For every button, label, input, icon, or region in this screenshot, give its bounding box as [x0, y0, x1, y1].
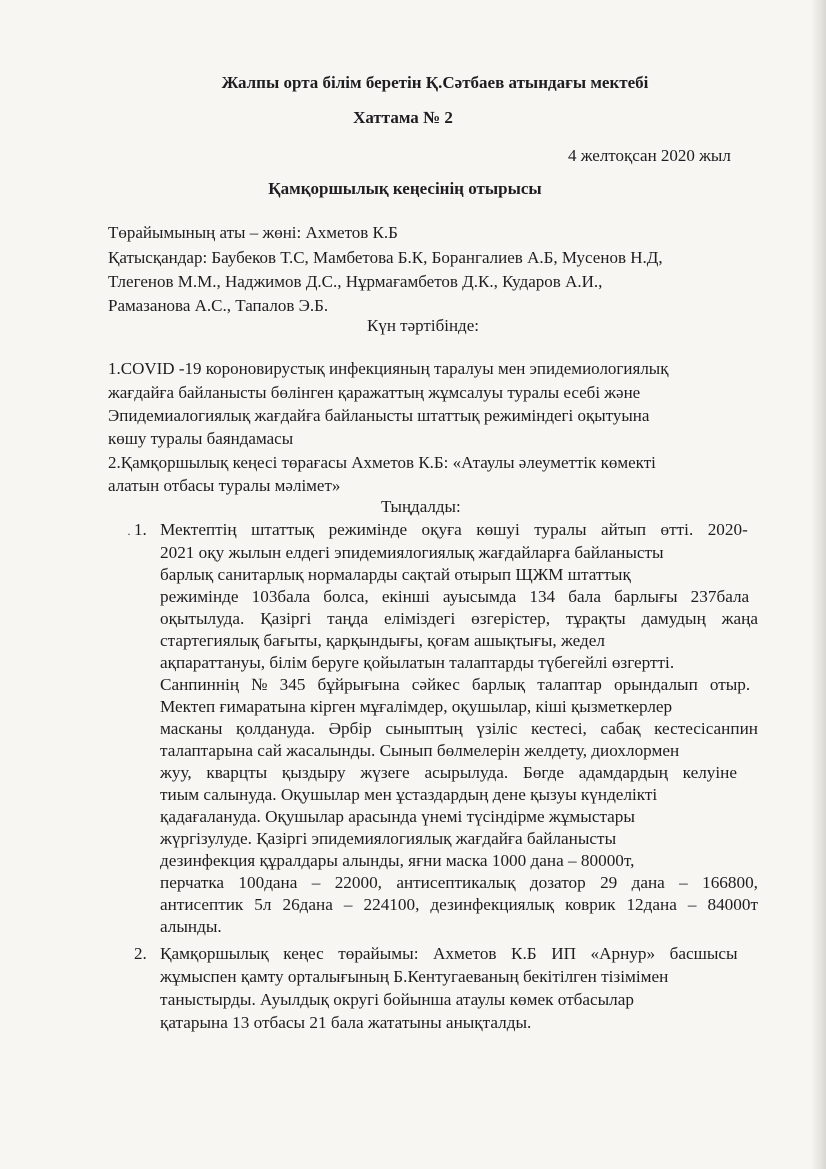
heard-heading: Тыңдалды:	[381, 497, 461, 516]
item-line: қадағалануда. Оқушылар арасында үнемі түсіндірме жұмыстары	[160, 807, 635, 826]
bullet-mark: ·	[127, 527, 131, 541]
item-line: қатарына 13 отбасы 21 бала жататыны анықталды.	[160, 1013, 532, 1032]
item-number: 2.	[134, 944, 147, 963]
item-line: антисептик 5л 26дана – 224100, дезинфекциялық коврик 12дана – 84000т	[160, 895, 758, 914]
chair-line: Төрайымының аты – жөні: Ахметов К.Б	[108, 223, 398, 242]
agenda-heading: Күн тәртібінде:	[367, 316, 479, 335]
item-line: оқытылуда. Қазіргі таңда еліміздегі өзгерістер, тұрақты дамудың жаңа	[160, 609, 759, 628]
item-number: 1.	[134, 520, 147, 539]
agenda-line: 2.Қамқоршылық кеңесі төрағасы Ахметов К.Б: «Атаулы әлеуметтік көмекті	[108, 453, 656, 472]
school-title: Жалпы орта білім беретін Қ.Сәтбаев атындағы мектебі	[221, 73, 649, 92]
item-line: алынды.	[160, 917, 222, 936]
agenda-line: Эпидемиалогиялық жағдайға байланысты штаттық режиміндегі оқытуына	[108, 406, 650, 425]
agenda-line: 1.COVID -19 короновирустық инфекцияның таралуы мен эпидемиологиялық	[108, 359, 669, 378]
page-edge-shadow	[812, 0, 826, 1169]
item-line: жүргізулуде. Қазіргі эпидемиялогиялық жағдайға байланысты	[160, 829, 617, 848]
participants-line: Қатысқандар: Баубеков Т.С, Мамбетова Б.К, Борангалиев А.Б, Мусенов Н.Д,	[108, 248, 663, 267]
agenda-line: жағдайға байланысты бөлінген қаражаттың жұмсалуы туралы есебі және	[108, 383, 641, 402]
item-line: жұмыспен қамту орталығының Б.Кентугаеваның бекітілген тізімімен	[160, 967, 669, 986]
item-line: масканы қолдануда. Әрбір сыныптың үзіліс кестесі, сабақ кестесісанпин	[160, 719, 758, 738]
meeting-title: Қамқоршылық кеңесінің отырысы	[268, 179, 542, 198]
participants-line: Тлегенов М.М., Наджимов Д.С., Нұрмағамбетов Д.К., Кударов А.И.,	[108, 272, 603, 291]
item-line: Санпиннің № 345 бұйрығына сәйкес барлық талаптар орындалып отыр.	[160, 675, 751, 694]
item-line: талаптарына сай жасалынды. Сынып бөлмелерін желдету, диохлормен	[160, 741, 680, 760]
item-line: таныстырды. Ауылдық округі бойынша атаулы көмек отбасылар	[160, 990, 634, 1009]
item-line: перчатка 100дана – 22000, антисептикалық дозатор 29 дана – 166800,	[160, 873, 758, 892]
participants-line: Рамазанова А.С., Тапалов Э.Б.	[108, 296, 329, 315]
item-line: дезинфекция құралдары алынды, яғни маска 1000 дана – 80000т,	[160, 851, 635, 870]
agenda-line: көшу туралы баяндамасы	[108, 429, 294, 448]
item-line: 2021 оқу жылын елдегі эпидемиялогиялық жағдайларға байланысты	[160, 543, 664, 562]
item-line: Мектептің штаттық режимінде оқуға көшуі туралы айтып өтті. 2020-	[160, 520, 748, 539]
item-line: барлық санитарлық нормаларды сақтай отырып ЩЖМ штаттық	[160, 565, 631, 584]
item-line: стартегиялық бағыты, қарқындығы, қоғам ашықтығы, жедел	[160, 631, 605, 650]
protocol-number: Хаттама № 2	[353, 108, 453, 127]
item-line: режимінде 103бала болса, екінші ауысымда 134 бала барлығы 237бала	[160, 587, 750, 606]
item-line: Мектеп ғимаратына кірген мұғалімдер, оқушылар, кіші қызметкерлер	[160, 697, 673, 716]
item-line: ақпараттануы, білім беруге қойылатын талаптарды түбегейлі өзгертті.	[160, 653, 675, 672]
agenda-line: алатын отбасы туралы мәлімет»	[108, 476, 341, 495]
item-line: жуу, кварцты қыздыру жүзеге асырылуда. Бөгде адамдардың келуіне	[160, 763, 737, 782]
item-line: Қамқоршылық кеңес төрайымы: Ахметов К.Б ИП «Арнур» басшысы	[160, 944, 738, 963]
meeting-date: 4 желтоқсан 2020 жыл	[568, 146, 731, 165]
item-line: тиым салынуда. Оқушылар мен ұстаздардың дене қызуы күнделікті	[160, 785, 658, 804]
